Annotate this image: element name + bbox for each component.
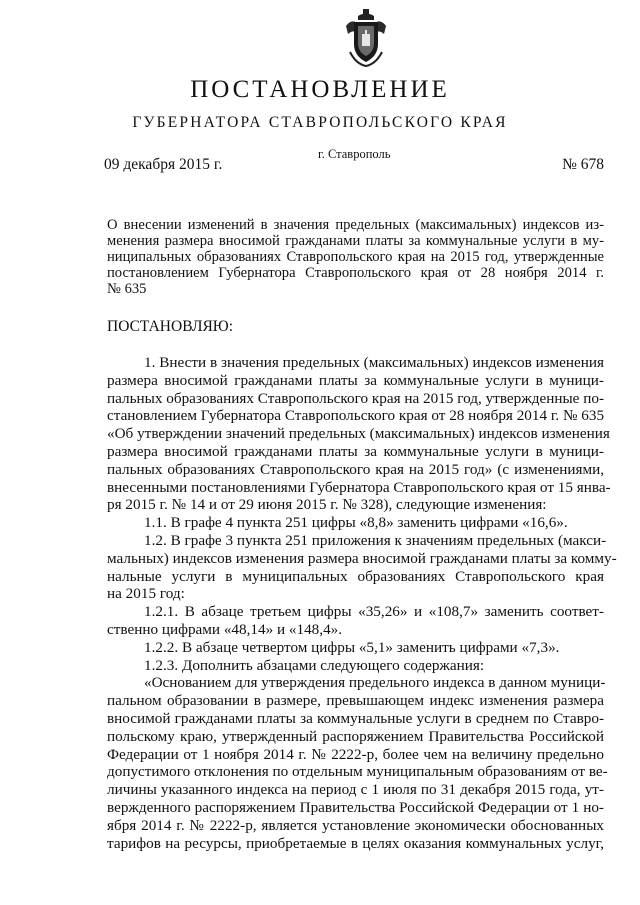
- body-line: допустимого отклонения по отдельным муниципальным образованиям от ве-: [107, 763, 608, 781]
- body-line: мальных) индексов изменения размера вносимой гражданами платы за комму-: [107, 549, 617, 567]
- subject-line: ниципальных образованиях Ставропольского края на 2015 год, утвержденные: [107, 249, 604, 265]
- body-line: 1.2.2. В абзаце четвертом цифры «5,1» заменить цифрами «7,3».: [144, 638, 560, 656]
- decree-number: № 678: [562, 156, 604, 173]
- body-line: «Об утверждении значений предельных (максимальных) индексов изменения: [107, 425, 610, 443]
- document-title: ПОСТАНОВЛЕНИЕ: [190, 76, 450, 103]
- body-line: размера вносимой гражданами платы за коммунальные услуги в муници-: [107, 371, 604, 389]
- body-line: тарифов на ресурсы, приобретаемые в целях оказания коммунальных услуг,: [107, 834, 604, 852]
- subject-line: менения размера вносимой гражданами платы за коммунальные услуги в му-: [107, 233, 604, 249]
- body-line: вержденного распоряжением Правительства Российской Федерации от 1 но-: [107, 798, 604, 816]
- decree-body: [107, 354, 617, 852]
- body-line: 1.1. В графе 4 пункта 251 цифры «8,8» заменить цифрами «16,6».: [144, 514, 568, 532]
- body-line: нальные услуги в муниципальных образованиях Ставропольского края: [107, 567, 604, 585]
- body-line: Федерации от 1 ноября 2014 г. № 2222-р, более чем на величину предельно: [107, 745, 604, 763]
- body-line: «Основанием для утверждения предельного индекса в данном муници-: [144, 674, 606, 692]
- decree-date: 09 декабря 2015 г.: [104, 156, 223, 173]
- body-line: пальном образовании в размере, превышающем индекс изменения размера: [107, 692, 604, 710]
- body-line: 1.2. В графе 3 пункта 251 приложения к значениям предельных (макси-: [144, 531, 607, 549]
- body-line: 1.2.3. Дополнить абзацами следующего содержания:: [144, 656, 485, 674]
- decree-word: ПОСТАНОВЛЯЮ:: [107, 318, 234, 335]
- subject-line: О внесении изменений в значения предельных (максимальных) индексов из-: [107, 217, 604, 233]
- body-line: внесенными постановлениями Губернатора Ставропольского края от 15 янва-: [107, 478, 611, 496]
- body-line: становлением Губернатора Ставропольского края от 28 ноября 2014 г. № 635: [107, 407, 605, 425]
- body-line: 1. Внести в значения предельных (максимальных) индексов изменения: [144, 354, 604, 371]
- subject-line: постановлением Губернатора Ставропольского края от 28 ноября 2014 г.: [107, 265, 604, 281]
- body-line: пальных образованиях Ставропольского края на 2015 год» (с изменениями,: [107, 460, 604, 478]
- body-line: ября 2014 г. № 2222-р, является установление экономически обоснованных: [107, 816, 604, 834]
- coat-of-arms-icon: [344, 8, 388, 68]
- issuer-subtitle: ГУБЕРНАТОРА СТАВРОПОЛЬСКОГО КРАЯ: [132, 114, 508, 131]
- body-line: пальных образованиях Ставропольского края на 2015 год, утвержденные по-: [107, 389, 604, 407]
- city-label: г. Ставрополь: [318, 147, 391, 161]
- body-line: вносимой гражданами платы за коммунальные услуги в среднем по Ставро-: [107, 709, 604, 727]
- decree-subject: [107, 217, 604, 297]
- body-line: личины указанного индекса на период с 1 июля по 31 декабря 2015 года, ут-: [107, 781, 604, 799]
- subject-line: № 635: [107, 281, 147, 297]
- body-line: польскому краю, утвержденный распоряжением Правительства Российской: [107, 727, 604, 745]
- body-line: ственно цифрами «48,14» и «148,4».: [107, 620, 343, 638]
- body-line: ря 2015 г. № 14 и от 29 июня 2015 г. № 328), следующие изменения:: [107, 496, 547, 514]
- body-line: размера вносимой гражданами платы за коммунальные услуги в муници-: [107, 442, 604, 460]
- body-line: 1.2.1. В абзаце третьем цифры «35,26» и «108,7» заменить соответ-: [144, 603, 604, 621]
- body-line: на 2015 год:: [107, 585, 185, 603]
